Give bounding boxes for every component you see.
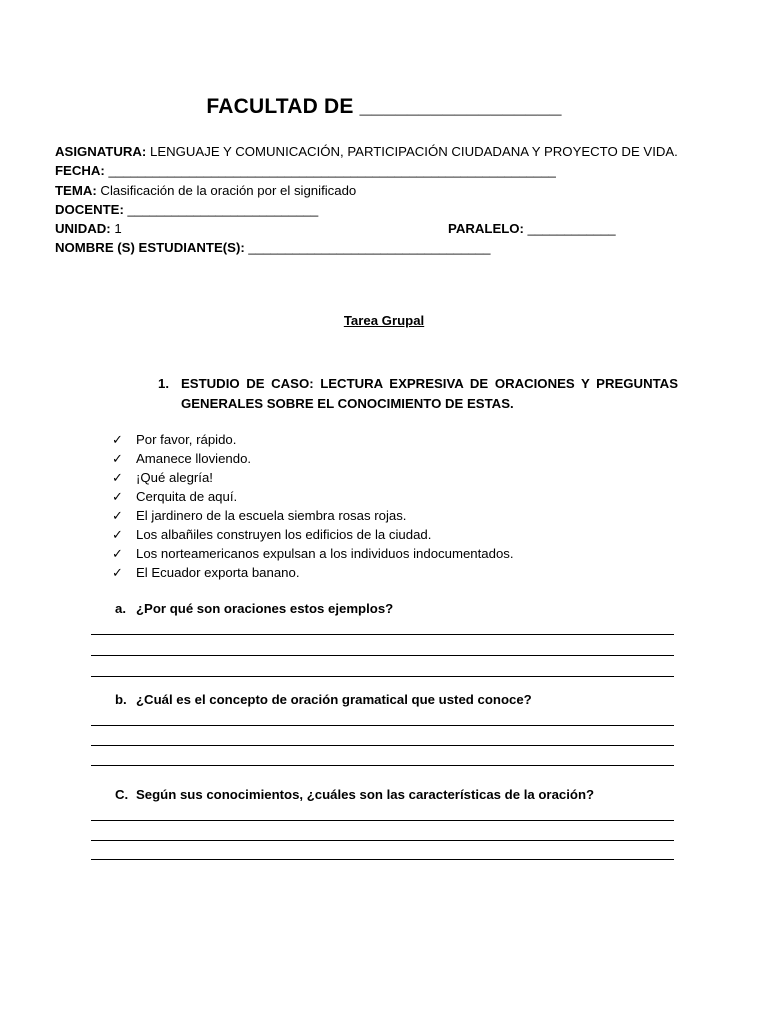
subquestion-letter: C. <box>115 787 129 802</box>
example-text: El Ecuador exporta banano. <box>136 565 300 580</box>
example-text: Cerquita de aquí. <box>136 489 238 504</box>
checkmark-icon: ✓ <box>112 546 123 561</box>
nombre-label: NOMBRE (S) ESTUDIANTE(S): <box>55 240 245 256</box>
unidad-label: UNIDAD: <box>55 221 111 237</box>
tema-label: TEMA: <box>55 182 97 198</box>
asignatura-value: LENGUAJE Y COMUNICACIÓN, PARTICIPACIÓN CIUDADANA Y PROYECTO DE VIDA. <box>146 144 678 159</box>
subquestion-a <box>115 601 393 616</box>
list-item <box>112 468 514 487</box>
nombre-field: _________________________________ <box>244 240 491 256</box>
example-text: Amanece lloviendo. <box>136 451 252 466</box>
nombre-line <box>55 238 715 257</box>
answer-line <box>91 820 674 821</box>
paralelo-label: PARALELO: <box>448 221 524 237</box>
example-text: Los albañiles construyen los edificios de la ciudad. <box>136 527 432 542</box>
checkmark-icon: ✓ <box>112 565 123 580</box>
subquestion-b <box>115 692 532 707</box>
checkmark-icon: ✓ <box>112 451 123 466</box>
subquestion-letter: b. <box>115 692 127 707</box>
tema-line <box>55 181 715 200</box>
fecha-field: _____________________________________________________________ <box>104 163 556 179</box>
list-item <box>112 430 514 449</box>
section-subtitle: Tarea Grupal <box>343 313 425 328</box>
question-1-text: ESTUDIO DE CASO: LECTURA EXPRESIVA DE ORACIONES Y PREGUNTAS GENERALES SOBRE EL CONOCIMIENTO DE ESTAS. <box>181 376 678 411</box>
docente-label: DOCENTE: <box>55 201 124 217</box>
list-item <box>112 563 514 582</box>
docente-field: __________________________ <box>123 201 319 217</box>
asignatura-line <box>55 142 715 161</box>
answer-line <box>91 725 674 726</box>
checkmark-icon: ✓ <box>112 527 123 542</box>
example-text: Por favor, rápido. <box>136 432 237 447</box>
answer-line <box>91 655 674 656</box>
subquestion-letter: a. <box>115 601 126 616</box>
page-title: FACULTAD DE _________________ <box>206 95 562 118</box>
subquestion-text: ¿Cuál es el concepto de oración gramatical que usted conoce? <box>136 692 532 707</box>
fecha-line <box>55 161 715 180</box>
answer-line <box>91 859 674 860</box>
answer-line <box>91 765 674 766</box>
unidad-value: 1 <box>110 221 122 237</box>
checkmark-icon: ✓ <box>112 489 123 504</box>
question-1 <box>158 374 678 413</box>
header-info <box>55 142 715 258</box>
fecha-label: FECHA: <box>55 163 105 179</box>
docente-line <box>55 200 715 219</box>
answer-line <box>91 634 674 635</box>
unidad-line <box>55 219 715 238</box>
example-text: El jardinero de la escuela siembra rosas rojas. <box>136 508 407 523</box>
subquestion-text: Según sus conocimientos, ¿cuáles son las características de la oración? <box>136 787 595 802</box>
paralelo-field <box>448 219 616 238</box>
answer-line <box>91 745 674 746</box>
paralelo-value: ____________ <box>523 221 616 237</box>
list-item <box>112 525 514 544</box>
subquestion-text: ¿Por qué son oraciones estos ejemplos? <box>136 601 394 616</box>
checkmark-icon: ✓ <box>112 508 123 523</box>
asignatura-label: ASIGNATURA: <box>55 144 147 159</box>
question-1-number: 1. <box>158 376 169 391</box>
subquestion-c <box>115 787 594 802</box>
examples-list <box>112 430 514 582</box>
list-item <box>112 487 514 506</box>
answer-line <box>91 676 674 677</box>
example-text: ¡Qué alegría! <box>136 470 213 485</box>
checkmark-icon: ✓ <box>112 470 123 485</box>
list-item <box>112 506 514 525</box>
list-item <box>112 544 514 563</box>
answer-line <box>91 840 674 841</box>
example-text: Los norteamericanos expulsan a los individuos indocumentados. <box>136 546 514 561</box>
checkmark-icon: ✓ <box>112 432 123 447</box>
tema-value: Clasificación de la oración por el significado <box>96 182 357 198</box>
list-item <box>112 449 514 468</box>
